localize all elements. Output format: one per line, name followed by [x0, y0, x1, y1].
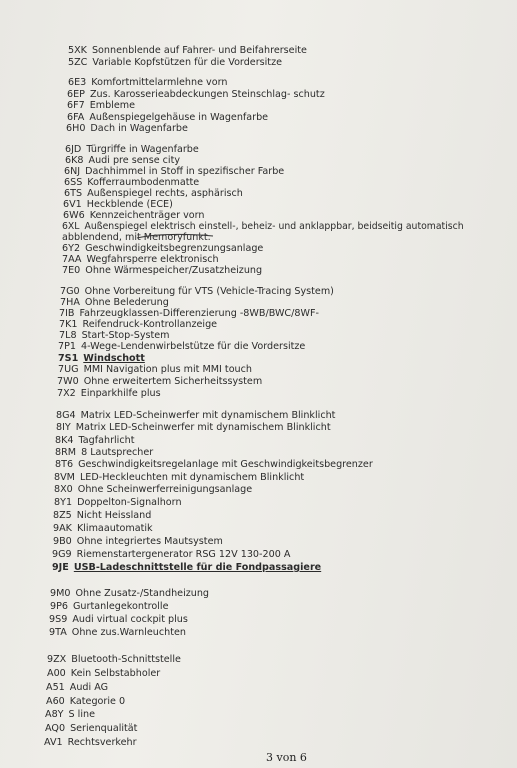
- list-item: 6JD Türgriffe in Wagenfarbe: [65, 144, 199, 155]
- list-item: 5XK Sonnenblende auf Fahrer- und Beifahrerseite: [68, 45, 307, 56]
- list-item: 8Z5 Nicht Heissland: [53, 510, 152, 521]
- list-item: 6XL Außenspiegel elektrisch einstell-, beheiz- und anklappbar, beidseitig automatisch: [62, 221, 464, 232]
- list-item: 6F7 Embleme: [67, 100, 136, 111]
- list-item: A60 Kategorie 0: [46, 696, 126, 707]
- list-item: 7K1 Reifendruck-Kontrollanzeige: [59, 319, 218, 330]
- list-item: 8G4 Matrix LED-Scheinwerfer mit dynamischem Blinklicht: [56, 410, 336, 421]
- list-item: 7E0 Ohne Wärmespeicher/Zusatzheizung: [62, 265, 263, 276]
- list-item: A00 Kein Selbstabholer: [47, 668, 161, 679]
- list-item: 6SS Kofferraumbodenmatte: [64, 177, 200, 188]
- list-item: 6W6 Kennzeichenträger vorn: [63, 210, 205, 221]
- list-item: 8VM LED-Heckleuchten mit dynamischem Blinklicht: [54, 472, 305, 483]
- list-item: AV1 Rechtsverkehr: [44, 737, 137, 748]
- list-item: A51 Audi AG: [46, 682, 109, 693]
- list-item: 8T6 Geschwindigkeitsregelanlage mit Geschwindigkeitsbegrenzer: [55, 459, 373, 470]
- list-item: 8Y1 Doppelton-Signalhorn: [54, 497, 182, 508]
- list-item: 6H0 Dach in Wagenfarbe: [66, 123, 188, 134]
- list-item: 6NJ Dachhimmel in Stoff in spezifischer Farbe: [64, 166, 285, 177]
- list-item: 9TA Ohne zus.Warnleuchten: [49, 627, 186, 638]
- list-item: 8K4 Tagfahrlicht: [55, 435, 135, 446]
- list-item: 9M0 Ohne Zusatz-/Standheizung: [50, 588, 210, 599]
- list-item: 7G0 Ohne Vorbereitung für VTS (Vehicle-Tracing System): [60, 286, 334, 297]
- list-item: 7P1 4-Wege-Lendenwirbelstütze für die Vordersitze: [58, 341, 306, 352]
- list-item: 9AK Klimaautomatik: [53, 523, 153, 534]
- list-item: 7AA Wegfahrsperre elektronisch: [62, 254, 219, 265]
- list-item: AQ0 Serienqualität: [45, 723, 138, 734]
- list-item: 9B0 Ohne integriertes Mautsystem: [53, 536, 223, 547]
- list-item: 6E3 Komfortmittelarmlehne vorn: [68, 77, 228, 88]
- list-item: 7W0 Ohne erweitertem Sicherheitssystem: [57, 376, 263, 387]
- list-item: 5ZC Variable Kopfstützen für die Vordersitze: [68, 57, 283, 68]
- list-item: 8RM 8 Lautsprecher: [55, 447, 154, 458]
- list-item: 6EP Zus. Karosserieabdeckungen Steinschlag- schutz: [67, 89, 325, 100]
- list-item: 8IY Matrix LED-Scheinwerfer mit dynamischem Blinklicht: [56, 422, 331, 433]
- list-item: 6V1 Heckblende (ECE): [63, 199, 173, 210]
- list-item: A8Y S line: [45, 709, 95, 720]
- list-item: 6Y2 Geschwindigkeitsbegrenzungsanlage: [62, 243, 264, 254]
- list-item: 9S9 Audi virtual cockpit plus: [49, 614, 188, 625]
- list-item: 8X0 Ohne Scheinwerferreinigungsanlage: [54, 484, 253, 495]
- list-item: 6TS Außenspiegel rechts, asphärisch: [64, 188, 243, 199]
- page-number: 3 von 6: [266, 751, 307, 764]
- list-item: 6K8 Audi pre sense city: [65, 155, 181, 166]
- list-item: 9ZX Bluetooth-Schnittstelle: [47, 654, 181, 665]
- list-item-highlighted: 9JE USB-Ladeschnittstelle für die Fondpassagiere: [52, 562, 322, 573]
- list-item: 7HA Ohne Belederung: [60, 297, 169, 308]
- list-item: 7X2 Einparkhilfe plus: [57, 388, 161, 399]
- list-item: 7UG MMI Navigation plus mit MMI touch: [58, 364, 252, 375]
- list-item: 9P6 Gurtanlegekontrolle: [50, 601, 169, 612]
- list-item-highlighted: 7S1 Windschott: [58, 353, 145, 364]
- list-item-continuation: abblendend, mit Memoryfunkt.: [62, 232, 211, 243]
- list-item: 9G9 Riemenstartergenerator RSG 12V 130-200 A: [52, 549, 291, 560]
- pen-mark: [135, 228, 215, 242]
- list-item: 7IB Fahrzeugklassen-Differenzierung -8WB/BWC/8WF-: [59, 308, 319, 319]
- list-item: 6FA Außenspiegelgehäuse in Wagenfarbe: [67, 112, 269, 123]
- list-item: 7L8 Start-Stop-System: [59, 330, 170, 341]
